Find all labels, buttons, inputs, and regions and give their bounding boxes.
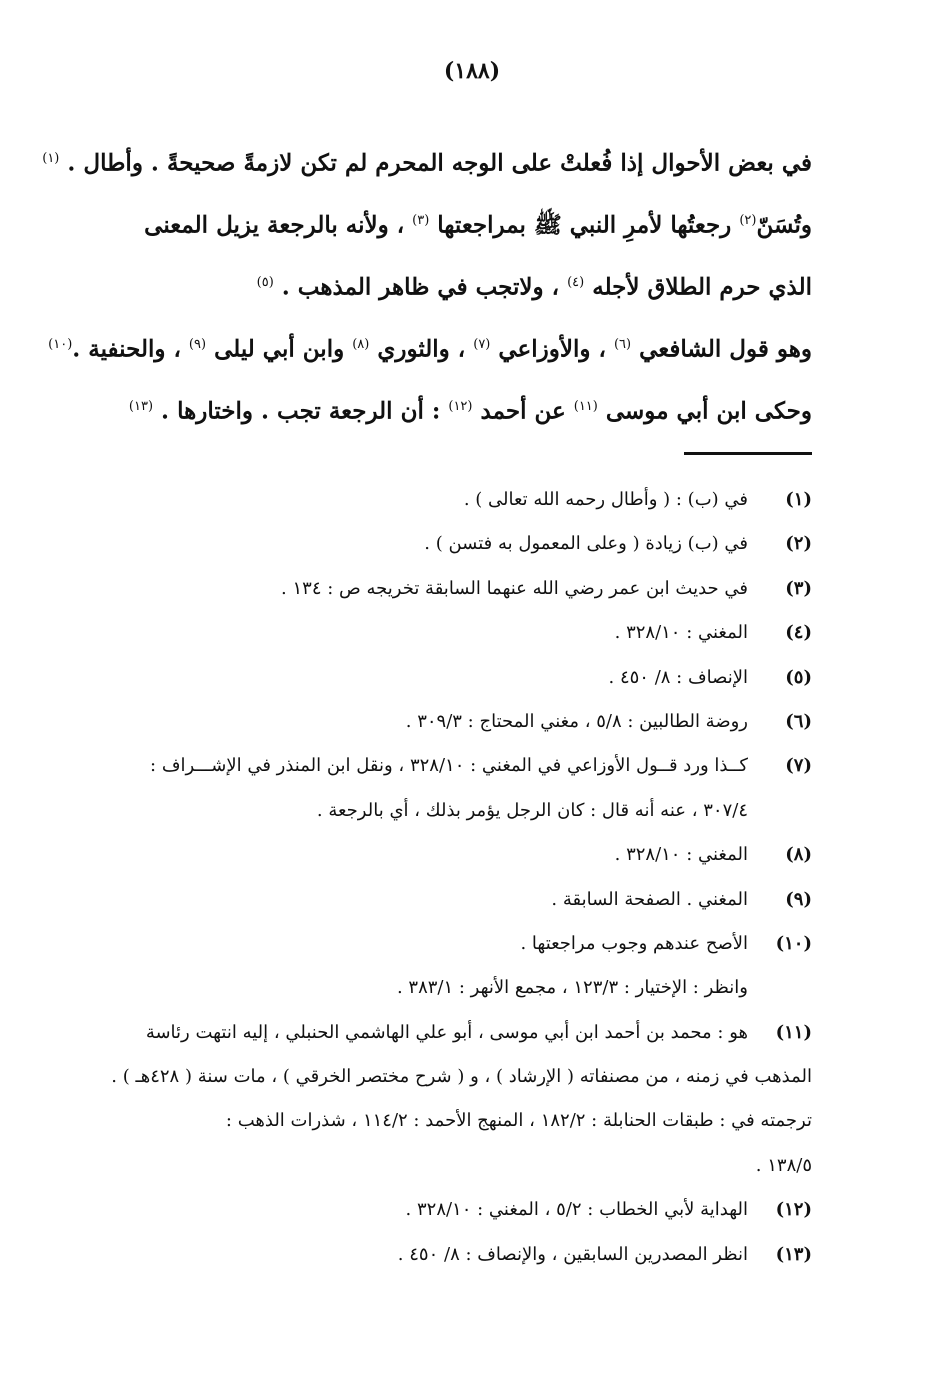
footnote-continuation — [112, 1055, 812, 1099]
footnote-text: الهداية لأبي الخطاب : ٥/٢ ، المغني : ٣٢٨/١٠ . — [405, 1199, 748, 1221]
footnote-number: (٥) — [785, 666, 812, 688]
footnote-number: (١٣) — [775, 1243, 812, 1265]
main-line-text: وهو قول الشافعي — [631, 335, 812, 363]
main-line-text: وابن أبي ليلى — [206, 335, 353, 363]
footnote — [112, 744, 812, 788]
main-line-text: : أن الرجعة تجب . واختارها . — [153, 397, 449, 425]
footnote-text: ٣٠٧/٤ ، عنه أنه قال : كان الرجل يؤمر بذلك ، أي بالرجعة . — [316, 799, 748, 821]
footnote — [112, 478, 812, 522]
footnote — [112, 522, 812, 566]
main-line — [112, 190, 812, 252]
main-line-text: وتُسَنّ — [756, 211, 812, 239]
footnote-number: (٩) — [785, 888, 812, 910]
footnote-number: (١١) — [775, 1021, 812, 1043]
footnote-text: في (ب) زيادة ( وعلى المعمول به فتسن ) . — [424, 533, 748, 555]
footnote-text: المغني : ٣٢٨/١٠ . — [614, 844, 748, 866]
footnote — [112, 656, 812, 700]
footnote — [112, 1188, 812, 1232]
main-line-text: في بعض الأحوال إذا فُعلتْ على الوجه المحرم لم تكن لازمةً صحيحةً . وأطال . — [67, 149, 812, 177]
footnote-text: المذهب في زمنه ، من مصنفاته ( الإرشاد ) ، و ( شرح مختصر الخرقي ) ، مات سنة ( ٤٢٨هـ ) . — [111, 1066, 812, 1088]
footnote — [112, 1011, 812, 1055]
footnote-ref: (٧) — [473, 337, 491, 352]
footnote-ref: (٢) — [739, 213, 757, 228]
footnote-ref: (٤) — [567, 275, 585, 290]
footnote — [112, 700, 812, 744]
footnote-ref: (٥) — [256, 275, 274, 290]
footnotes — [112, 478, 812, 1277]
footnote-continuation — [112, 789, 812, 833]
footnote-text: في (ب) : ( وأطال رحمه الله تعالى ) . — [463, 489, 748, 510]
footnote — [112, 878, 812, 922]
footnote-continuation — [112, 1144, 812, 1188]
footnote-number: (٧) — [785, 755, 812, 777]
footnote-text: في حديث ابن عمر رضي الله عنهما السابقة تخريجه ص : ١٣٤ . — [281, 577, 748, 599]
footnote-ref: (٣) — [412, 213, 430, 228]
main-line — [112, 376, 812, 438]
footnote — [112, 567, 812, 611]
footnote-ref: (٦) — [613, 337, 632, 352]
footnote-text: المغني : ٣٢٨/١٠ . — [614, 622, 748, 644]
footnote-text: المغني . الصفحة السابقة . — [551, 888, 748, 910]
footnote-text: هو : محمد بن أحمد ابن أبي موسى ، أبو علي الهاشمي الحنبلي ، إليه انتهت رئاسة — [145, 1021, 748, 1043]
page-number: (١٨٨) — [443, 58, 501, 84]
footnote-text: الإنصاف : ٨/ ٤٥٠ . — [608, 666, 748, 688]
footnote-ref: (٨) — [352, 337, 370, 352]
main-line-text: ، ولأنه بالرجعة يزيل المعنى — [144, 211, 413, 239]
footnote — [112, 833, 812, 877]
footnote-number: (٤) — [785, 622, 812, 644]
main-text — [42, 128, 812, 438]
footnote-continuation — [112, 1099, 812, 1143]
main-line — [48, 314, 812, 376]
main-line-text: رجعتُها لأمرِ النبي ﷺ بمراجعتها — [429, 211, 740, 239]
footnote-text: كــذا ورد قــول الأوزاعي في المغني : ٣٢٨/١٠ ، ونقل ابن المنذر في الإشـــراف : — [150, 755, 748, 777]
footnote-number: (٦) — [785, 710, 812, 732]
main-line-text: ، ولاتجب في ظاهر المذهب . — [273, 273, 568, 301]
footnote-text: انظر المصدرين السابقين ، والإنصاف : ٨/ ٤٥٠ . — [397, 1243, 748, 1265]
main-line-text: عن أحمد — [472, 397, 574, 425]
footnote — [112, 922, 812, 966]
footnote-number: (١٠) — [775, 932, 812, 954]
footnote — [112, 611, 812, 655]
footnote-number: (٢) — [785, 533, 812, 555]
footnote-number: (١) — [785, 489, 812, 510]
main-line-text: ، والحنفية . — [72, 335, 189, 363]
footnote-divider — [684, 452, 812, 455]
footnote-number: (٨) — [785, 844, 812, 866]
footnote-continuation — [112, 966, 812, 1010]
footnote-ref: (١٢) — [448, 399, 473, 414]
footnote — [112, 1233, 812, 1277]
footnote-number: (٣) — [785, 577, 812, 599]
footnote-ref: (١٠) — [48, 337, 73, 352]
footnote-ref: (١) — [42, 151, 60, 166]
footnote-text: روضة الطالبين : ٥/٨ ، مغني المحتاج : ٣٠٩/٣ . — [405, 710, 748, 732]
footnote-text: ١٣٨/٥ . — [755, 1154, 812, 1176]
footnote-ref: (١٣) — [128, 399, 154, 414]
footnote-number: (١٢) — [775, 1199, 812, 1221]
footnote-text: وانظر : الإختيار : ١٢٣/٣ ، مجمع الأنهر : ٣٨٣/١ . — [396, 977, 748, 999]
main-line-text: وحكى ابن أبي موسى — [597, 397, 812, 425]
footnote-text: ترجمته في : طبقات الحنابلة : ١٨٢/٢ ، المنهج الأحمد : ١١٤/٢ ، شذرات الذهب : — [225, 1110, 812, 1132]
main-line-text: الذي حرم الطلاق لأجله — [584, 273, 812, 301]
main-line — [42, 128, 812, 190]
main-line-text: ، والثوري — [369, 335, 474, 363]
footnote-ref: (١١) — [573, 399, 598, 414]
footnote-text: الأصح عندهم وجوب مراجعتها . — [520, 932, 748, 954]
main-line — [112, 252, 812, 314]
main-line-text: ، والأوزاعي — [490, 335, 614, 363]
footnote-ref: (٩) — [188, 337, 207, 352]
